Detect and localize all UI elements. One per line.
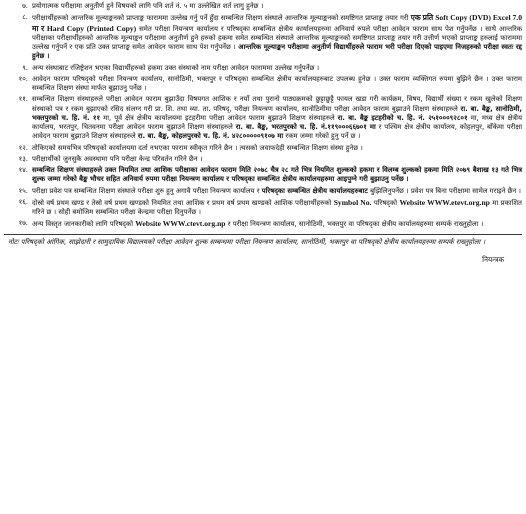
clause-number: १३. [18, 154, 28, 163]
clause-12 [4, 144, 522, 153]
clause-text: परीक्षा प्रवेश पत्र सम्बन्धित शिक्षण संस्थाले परीक्षा शुरु हुनु अगावै परीक्षा नियन्त्रण कार्यालय र परिषद्का सम्बन्धित क्षेत्रीय कार्यालयहरुबाट बुझिलिनुपर्नेछ । प्रवेश पत्र बिना परीक्षामा सामेल गराइने छैन । [32, 186, 522, 195]
clause-text: सम्बन्धित शिक्षण संस्थाहरुले उक्त नियमित तथा आशिक परीक्षाका आवेदन फाराम मिति २०७८ चैत्र २८ गते भित्र नियमित शुल्कको हकमा र विलम्ब शुल्कको हकमा मिति २०७९ बैशाख १३ गते भित्र शुल्क जम्मा गरेको बैङ्क भौचर सहित अनिवार्य रुपमा परीक्षा नियन्त्रण कार्यालय र परिषद्का सम्बन्धित क्षेत्रीय कार्यालयहरुमा आइपुग्ने गरी बुझाउनु पर्नेछ । [32, 166, 522, 184]
clause-text: अन्य विस्तृत जानकारीको लागि परिषद्को Website WWW.ctevt.org.np र परीक्षा नियन्त्रण कार्यालय, सानोठिमी, भक्तपुर वा परिषद्का क्षेत्रीय कार्यालयहरुमा सम्पर्क राख्नुहोला । [32, 219, 484, 229]
bank-account-sanothimi: रा. बा. बैङ्क, सानोठिमी, भक्तपुरको च. हि. नं. ११ [32, 104, 522, 122]
clause-text: परीक्षार्थीहरुको आन्तरिक मूल्याङ्कनको प्राप्ताङ्क फाराममा उल्लेख गर्नु पर्ने हुँदा सम्बन्धित शिक्षण संस्थाले आन्तरिक मूल्याङ्कनको समष्टिगत प्राप्ताङ्क तयार गरी एक प्रति Soft Copy (DVD) Excel 7.0 मा र Hard Copy (Printed Copy) समेत परीक्षा नियन्त्रण कार्यालय र परिषद्का सम्बन्धित क्षेत्रीय कार्यालयहरुमा अनिवार्य रुपले परीक्षा आवेदन फाराम साथ पेश गर्नुपर्नेछ । साथै आन्तरिक परीक्षाका परीक्षार्थीहरुको आन्तरिक मूल्याङ्कन परीक्षामा अनुतीर्ण हुने हरुको हकमा समेत सम्बन्धित संस्थाले आन्तरिक मूल्याङ्कनको समष्टिगत प्राप्ताङ्क तयार गरी उत्तीर्ण भएको प्राप्ताङ्क हरुलाई फाराममा उल्लेख गर्नुपर्ने र एक प्रति उक्त प्राप्ताङ्क समेत आवेदन फाराम साथ पेश गर्नुपर्नेछ । आन्तरिक मूल्याङ्कन परीक्षामा अनुतीर्ण विद्यार्थीहरुले फाराम भरी परीक्षा दिएको पाइएमा निजहरुको परीक्षा स्वतः रद्द हुनेछ । [32, 13, 522, 61]
signature-controller: नियन्त्रक [482, 254, 504, 264]
clause-text: तोकिएको समयभित्र परिषद्को कार्यालयमा दर्ता नभएका फाराम स्वीकृत गरिने छैन । त्यसको जवाफदेही सम्बन्धित शिक्षण संस्था हुनेछ । [32, 143, 363, 152]
clause-15 [4, 187, 522, 196]
soft-hard-copy-requirement: एक प्रति Soft Copy (DVD) Excel 7.0 मा र Hard Copy (Printed Copy) [32, 13, 522, 33]
clause-text: आवेदन फाराम परिषद्को परीक्षा नियन्त्रण कार्यालय, सानोठिमी, भक्तपुर र परिषद्का सम्बन्धित क्षेत्रीय कार्यालयहरुबाट उपलब्ध हुनेछ । उक्त फाराम व्यक्तिगत रुपमा बुझिने छैन । उक्त फाराम सम्बन्धित शिक्षण संस्था मार्फत बुझाउनु पर्नेछ । [32, 74, 522, 92]
clause-number: ७. [22, 2, 28, 10]
symbol-no: Symbol No. [333, 197, 372, 207]
divider [4, 234, 522, 235]
clause-number: ९. [22, 63, 28, 72]
clause-11 [4, 95, 522, 141]
clause-14 [4, 166, 522, 185]
regional-offices: परिषद्का सम्बन्धित क्षेत्रीय कार्यालयहरुबाट [261, 186, 368, 195]
clause-text: परीक्षार्थीको जुनसुकै अवस्थामा पनि परीक्षा केन्द्र परिवर्तन गरिने छैन । [32, 154, 203, 163]
clause-13 [4, 155, 522, 164]
clause-text: दोस्रो वर्ष प्रथम खण्ड र तेस्रो वर्ष प्रथम खण्डको नियमित तथा आशिक र प्रथम वर्ष प्रथम खण्डको आशिक परीक्षार्थीहरुको Symbol No. परिषद्को Website WWW.etevt.org.np मा प्रकाशित गरिने छ । सोही बमोजिम सम्बन्धित परीक्षा केन्द्रमा परीक्षा दिनुपर्नेछ । [32, 197, 522, 216]
clause-text: प्रयोगात्मक परीक्षामा अनुतीर्ण हुने विषयको लागि पनि शर्त नं. ५ मा उल्लेखित शर्त लागु हुनेछ । [32, 2, 264, 10]
clause-number: १७. [18, 219, 28, 228]
clause-number: ११. [18, 95, 28, 104]
clause-10 [4, 75, 522, 94]
bank-account-kohalpur: रा. बा. बैङ्क, कोहलपुरको च. हि. नं. ४२८०००००९१०७ मा [137, 132, 284, 141]
clause-9 [4, 64, 522, 73]
clause-7 [4, 2, 522, 11]
website-link[interactable]: Website WWW.etevt.org.np [399, 197, 490, 207]
clause-text: अन्य संस्थाबाट रजिष्ट्रेशन भएका विद्यार्थीहरुको हकमा उक्त संस्थाको नाम परीक्षा आवेदन फाराममा उल्लेख गर्नुपर्नेछ । [32, 63, 320, 72]
clause-text: सम्बन्धित शिक्षण संस्थाहरुले परीक्षा आवेदन फाराम बुझाउँदा विषयगत आशिक र नयाँ तथा पुरानो पाठ्यक्रमको छुट्टाछुट्टै फायल खडा गरी कार्यक्रम, विषय, विद्यार्थी संख्या र रकम खुलेको शिक्षण संस्थाको पत्र र रकम बुझाएको रसिद संलग्न गरी प्रा. शि. तथा व्या. ता. परिषद्, परीक्षा नियन्त्रण कार्यालय, सानोठिमीमा परीक्षा आवेदन फाराम बुझाउने शिक्षण संस्थाहरुले रा. बा. बैङ्क, सानोठिमी, भक्तपुरको च. हि. नं. ११ मा, पूर्व क्षेत्र क्षेत्रीय कार्यालयमा इटहरीमा परीक्षा आवेदन फाराम बुझाउने शिक्षण संस्थाहरुले रा. बा. बैङ्क इटहरीको च. हि. नं. २५१०००९२८०१ मा, मध्य क्षेत्र क्षेत्रीय कार्यालय, भरतपुर, चितवनमा परीक्षा आवेदन फाराम बुझाउने शिक्षण संस्थाहरुले रा. बा. बैङ्क, भरतपुरको च. हि. नं.११९०००६६७०१ मा र पश्चिम क्षेत्र क्षेत्रीय कार्यालय, कोहलपुर, बाँकेमा परीक्षा आवेदन फाराम बुझाउने शिक्षण संस्थाहरुले रा. बा. बैङ्क, कोहलपुरको च. हि. नं. ४२८०००००९१०७ मा रकम जम्मा गरेको हुनु पर्ने छ । [32, 95, 522, 141]
clause-number: १०. [18, 74, 28, 83]
bank-account-bharatpur: रा. बा. बैङ्क, भरतपुरको च. हि. नं.११९०००६६७०१ मा [235, 123, 376, 131]
clause-17 [4, 219, 522, 229]
clause-number: १६. [18, 197, 28, 206]
clause-number: १२. [18, 143, 28, 152]
clause-number: १४. [18, 166, 28, 174]
clause-number: ८. [22, 13, 28, 22]
clause-number: १५. [18, 186, 28, 195]
website-link[interactable]: Website WWW.ctevt.org.np [135, 219, 226, 229]
clause-16 [4, 198, 522, 218]
clause-8 [4, 13, 522, 61]
bank-account-itahari: रा. बा. बैङ्क इटहरीको च. हि. नं. २५१०००९२८०१ [337, 113, 468, 122]
cancellation-warning: आन्तरिक मूल्याङ्कन परीक्षामा अनुतीर्ण विद्यार्थीहरुले फाराम भरी परीक्षा दिएको पाइएमा निजहरुको परीक्षा स्वतः रद्द हुनेछ । [32, 43, 522, 61]
footnote: नोटः परिषद्को आंगिक, साझेदारी र सामुदायिक विद्यालयको परीक्षा आवेदन शुल्क सम्बन्धमा परीक्षा नियन्त्रण कार्यालय, सानोठिमी, भक्तपुर वा परिषद्को क्षेत्रीय कार्यालयहरुमा सम्पर्क राख्नुहोला । [8, 237, 486, 246]
